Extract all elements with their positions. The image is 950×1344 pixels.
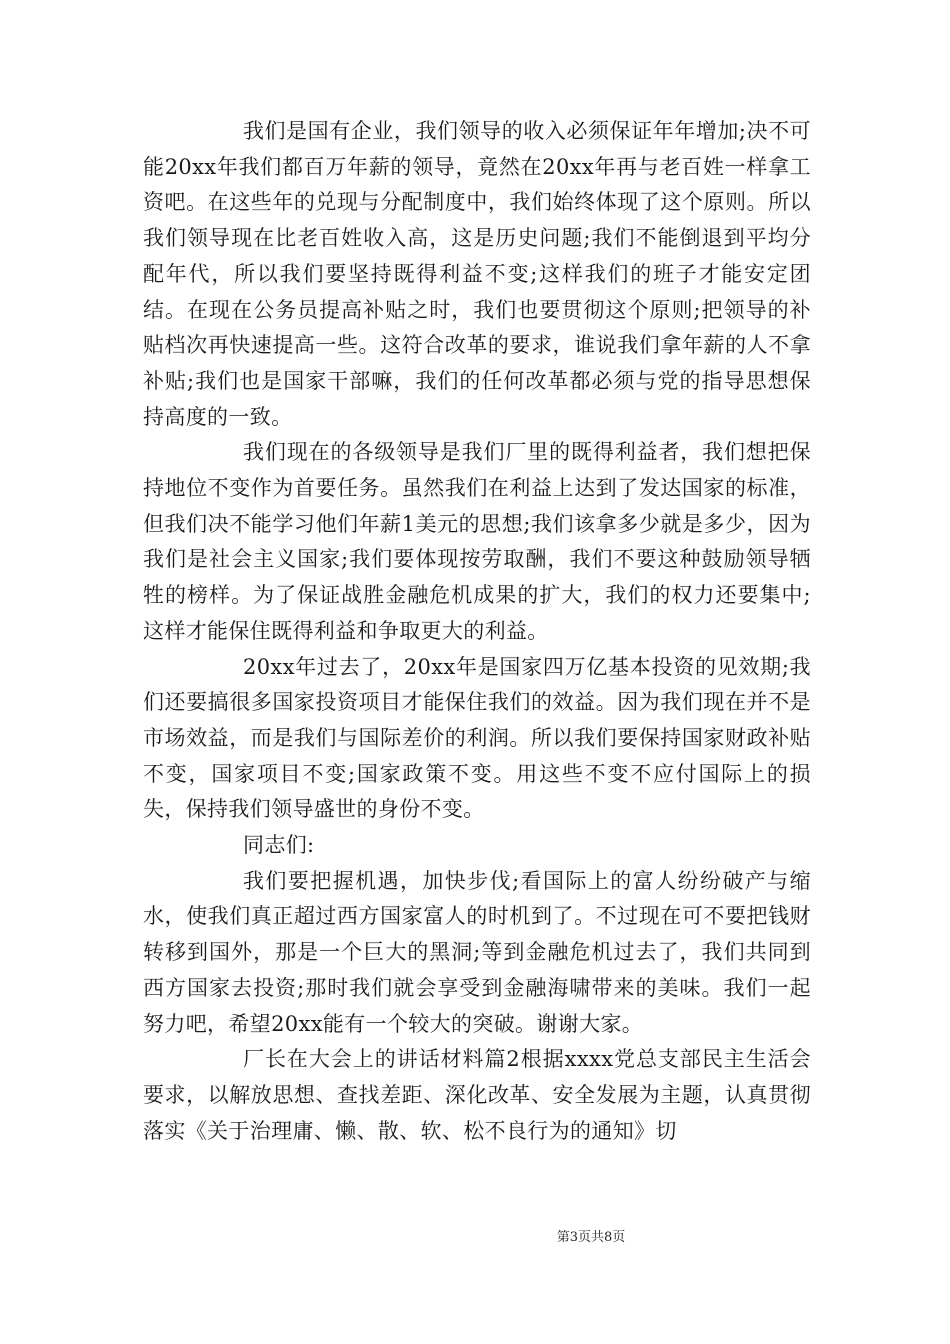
paragraph-4: 我们要把握机遇，加快步伐;看国际上的富人纷纷破产与缩水，使我们真正超过西方国家富人的时机到了。不过现在可不要把钱财转移到国外，那是一个巨大的黑洞;等到金融危机过去了，我们共同到西方国家去投资;那时我们就会享受到金融海啸带来的美味。我们一起努力吧，希望20xx能有一个较大的突破。谢谢大家。 [143,868,811,1036]
paragraph-1: 我们是国有企业，我们领导的收入必须保证年年增加;决不可能20xx年我们都百万年薪的领导，竟然在20xx年再与老百姓一样拿工资吧。在这些年的兑现与分配制度中，我们始终体现了这个原则。所以我们领导现在比老百姓收入高，这是历史问题;我们不能倒退到平均分配年代，所以我们要坚持既得利益不变;这样我们的班子才能安定团结。在现在公务员提高补贴之时，我们也要贯彻这个原则;把领导的补贴档次再快速提高一些。这符合改革的要求，谁说我们拿年薪的人不拿补贴;我们也是国家干部嘛，我们的任何改革都必须与党的指导思想保持高度的一致。 [143,119,811,429]
page-number: 第3页共8页 [556,1230,626,1245]
paragraph-2: 我们现在的各级领导是我们厂里的既得利益者，我们想把保持地位不变作为首要任务。虽然我们在利益上达到了发达国家的标准，但我们决不能学习他们年薪1美元的思想;我们该拿多少就是多少，因为我们是社会主义国家;我们要体现按劳取酬，我们不要这种鼓励领导牺牲的榜样。为了保证战胜金融危机成果的扩大，我们的权力还要集中;这样才能保住既得利益和争取更大的利益。 [143,440,811,643]
document-body [143,114,811,1149]
paragraph-greeting: 同志们: [243,833,315,858]
paragraph-5: 厂长在大会上的讲话材料篇2根据xxxx党总支部民主生活会要求，以解放思想、查找差距、深化改革、安全发展为主题，认真贯彻落实《关于治理庸、懒、散、软、松不良行为的通知》切 [143,1047,811,1143]
page-footer [0,1226,950,1245]
paragraph-3: 20xx年过去了，20xx年是国家四万亿基本投资的见效期;我们还要搞很多国家投资项目才能保住我们的效益。因为我们现在并不是市场效益，而是我们与国际差价的利润。所以我们要保持国家财政补贴不变，国家项目不变;国家政策不变。用这些不变不应付国际上的损失，保持我们领导盛世的身份不变。 [143,654,811,822]
